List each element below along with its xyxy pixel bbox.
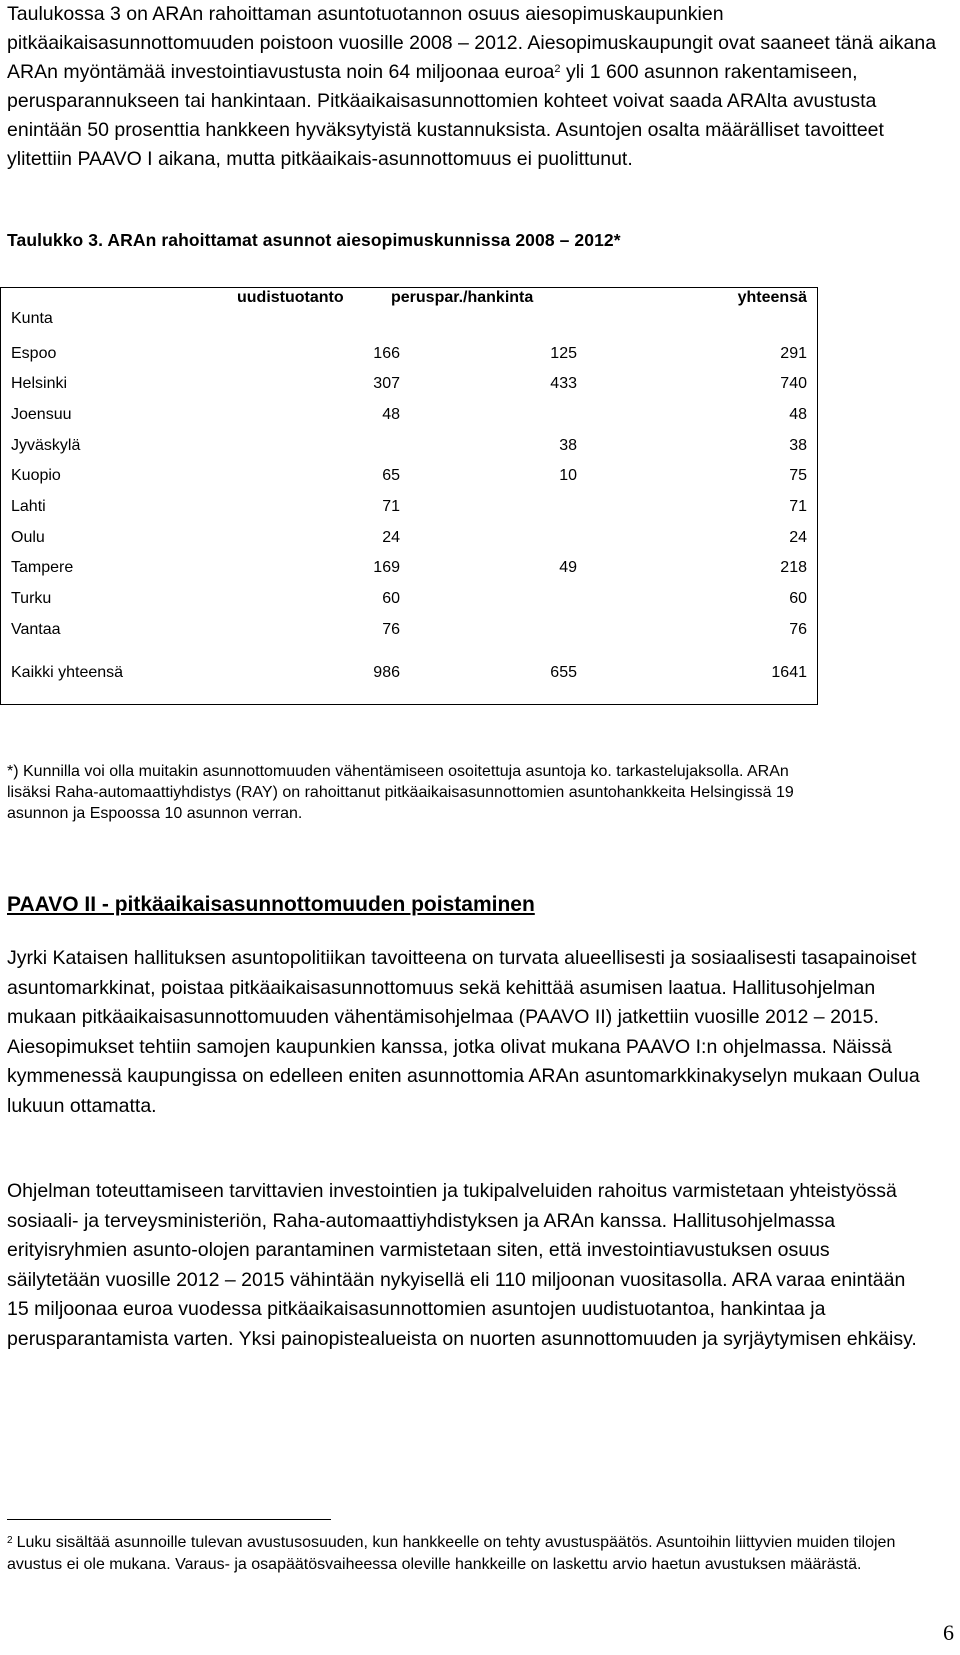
cell-uudistuotanto: 48 xyxy=(382,406,400,423)
cell-peruspar: 433 xyxy=(550,375,577,392)
body-paragraph-1: Jyrki Kataisen hallituksen asuntopolitiikan tavoitteena on turvata alueellisesti ja sosiaalisesti tasapainoiset asuntomarkkinat, poistaa pitkäaikaisasunnottomuus sekä kehittää asumisen laatua. Hallitusohjelman mukaan pitkäaikaisasunnottomuuden vähentämisohjelmaa (PAAVO II) jatkettiin vuosille 2012 – 2015. Aiesopimukset tehtiin samojen kaupunkien kanssa, jotka olivat mukana PAAVO I:n ohjelmassa. Näissä kymmenessä kaupungissa on edelleen eniten asunnottomia ARAn asuntomarkkinakyselyn mukaan Oulua lukuun ottamatta. xyxy=(7,947,920,1117)
cell-uudistuotanto: 76 xyxy=(382,621,400,638)
table-row xyxy=(1,436,817,468)
table-row xyxy=(1,497,817,529)
cell-yhteensa: 71 xyxy=(789,498,807,515)
cell-kunta: Jyväskylä xyxy=(11,437,81,454)
cell-peruspar: 38 xyxy=(559,437,577,454)
cell-yhteensa: 60 xyxy=(789,590,807,607)
table-total-row xyxy=(1,663,817,695)
cell-yhteensa: 1641 xyxy=(771,664,807,681)
header-uudistuotanto: uudistuotanto xyxy=(237,289,344,306)
footnote-separator xyxy=(7,1519,331,1520)
section-heading: PAAVO II - pitkäaikaisasunnottomuuden poistaminen xyxy=(7,893,535,916)
cell-yhteensa: 38 xyxy=(789,437,807,454)
cell-kunta: Lahti xyxy=(11,498,46,515)
body-paragraph-2: Ohjelman toteuttamiseen tarvittavien investointien ja tukipalveluiden rahoitus varmistetaan yhteistyössä sosiaali- ja terveysministeriön, Raha-automaattiyhdistyksen ja ARAn kanssa. Hallitusohjelmassa erityisryhmien asunto-olojen parantaminen varmistetaan siten, että investointiavustuksen osuus säilytetään vuosille 2012 – 2015 vähintään nykyisellä eli 110 miljoonan vuositasolla. ARA varaa enintään 15 miljoonaa euroa vuodessa pitkäaikaisasunnottomien asuntojen uudistuotantoa, hankintaa ja perusparantamista varten. Yksi painopistealueista on nuorten asunnottomuuden ja syrjäytymisen ehkäisy. xyxy=(7,1180,917,1350)
cell-uudistuotanto: 65 xyxy=(382,467,400,484)
table-caption: Taulukko 3. ARAn rahoittamat asunnot aiesopimuskunnissa 2008 – 2012* xyxy=(7,230,621,250)
footnote-reference: 2 xyxy=(554,63,561,75)
cell-uudistuotanto: 169 xyxy=(373,559,400,576)
header-peruspar: peruspar./hankinta xyxy=(391,289,534,306)
cell-uudistuotanto: 986 xyxy=(373,664,400,681)
intro-text-part2: yli 1 600 asunnon rakentamiseen, perusparannukseen tai hankintaan. Pitkäaikaisasunnottomien kohteet voivat saada ARAlta avustusta enintään 50 prosenttia hankkeen hyväksytyistä kustannuksista. Asuntojen osalta määrälliset tavoitteet ylitettiin PAAVO I aikana, mutta pitkäaikais-asunnottomuus ei puolittunut. xyxy=(7,61,884,170)
cell-kunta: Helsinki xyxy=(11,375,68,392)
page-number: 6 xyxy=(943,1620,954,1645)
intro-text-part1: Taulukossa 3 on ARAn rahoittaman asuntotuotannon osuus aiesopimuskaupunkien pitkäaikaisasunnottomuuden poistoon vuosille 2008 – 2012. Aiesopimuskaupungit ovat saaneet tänä aikana ARAn myöntämää investointiavustusta noin 64 miljoonaa euroa xyxy=(7,3,937,83)
cell-yhteensa: 218 xyxy=(780,559,807,576)
cell-yhteensa: 291 xyxy=(780,345,807,362)
cell-kunta: Vantaa xyxy=(11,621,61,638)
cell-yhteensa: 75 xyxy=(789,467,807,484)
footnote-marker: 2 xyxy=(7,1535,13,1546)
cell-kunta: Espoo xyxy=(11,345,57,362)
cell-kunta: Oulu xyxy=(11,529,45,546)
table-row xyxy=(1,589,817,621)
intro-paragraph xyxy=(7,0,937,174)
table-note: *) Kunnilla voi olla muitakin asunnottomuuden vähentämiseen osoitettuja asuntoja ko. tarkastelujaksolla. ARAn lisäksi Raha-automaattiyhdistys (RAY) on rahoittanut pitkäaikaisasunnottomien asuntohankkeita Helsingissä 19 asunnon ja Espoossa 10 asunnon verran. xyxy=(7,763,794,822)
cell-peruspar: 125 xyxy=(550,345,577,362)
cell-uudistuotanto: 71 xyxy=(382,498,400,515)
table-row xyxy=(1,405,817,437)
table-row xyxy=(1,466,817,498)
cell-peruspar: 49 xyxy=(559,559,577,576)
footnote xyxy=(7,1532,927,1575)
header-yhteensa: yhteensä xyxy=(737,289,807,306)
table-row xyxy=(1,374,817,406)
cell-uudistuotanto: 60 xyxy=(382,590,400,607)
cell-yhteensa: 24 xyxy=(789,529,807,546)
cell-uudistuotanto: 24 xyxy=(382,529,400,546)
cell-uudistuotanto: 166 xyxy=(373,345,400,362)
cell-yhteensa: 740 xyxy=(780,375,807,392)
table-row xyxy=(1,344,817,376)
footnote-text: Luku sisältää asunnoille tulevan avustusosuuden, kun hankkeelle on tehty avustuspäätös. Asuntoihin liittyvien muiden tilojen avustus ei ole mukana. Varaus- ja osapäätösvaiheessa oleville hankkeille on laskettu arvio haetun avustuksen määrästä. xyxy=(7,1534,896,1573)
table-row xyxy=(1,620,817,652)
cell-yhteensa: 48 xyxy=(789,406,807,423)
cell-kunta: Kaikki yhteensä xyxy=(11,664,124,681)
header-kunta: Kunta xyxy=(11,310,53,327)
data-table xyxy=(0,287,818,705)
cell-kunta: Kuopio xyxy=(11,467,61,484)
cell-peruspar: 10 xyxy=(559,467,577,484)
cell-uudistuotanto: 307 xyxy=(373,375,400,392)
cell-kunta: Turku xyxy=(11,590,52,607)
table-row xyxy=(1,558,817,590)
cell-kunta: Joensuu xyxy=(11,406,72,423)
cell-yhteensa: 76 xyxy=(789,621,807,638)
cell-peruspar: 655 xyxy=(550,664,577,681)
cell-kunta: Tampere xyxy=(11,559,74,576)
table-row xyxy=(1,528,817,560)
